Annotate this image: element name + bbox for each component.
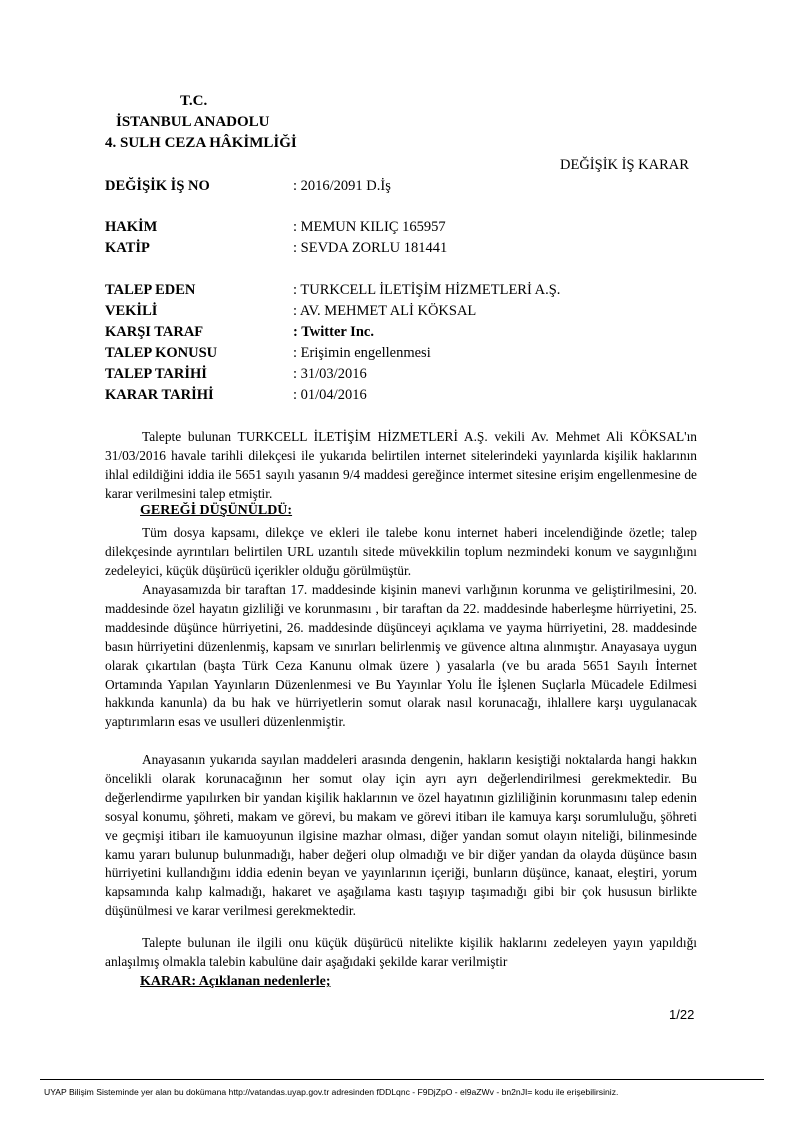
field-label-attorney: VEKİLİ bbox=[105, 303, 158, 319]
field-value-counterparty: : Twitter Inc. bbox=[293, 324, 374, 340]
field-value-judge: : MEMUN KILIÇ 165957 bbox=[293, 219, 446, 235]
field-label-decision-date: KARAR TARİHİ bbox=[105, 387, 214, 403]
paragraph-review: Tüm dosya kapsamı, dilekçe ve ekleri ile talebe konu internet haberi incelendiğinde özetle; talep dilekçesinde ayrıntıları belirtilen URL uzantılı sitede müvekkilin toplum nezmindeki konum ve saygınlığını zedeleyici, küçük düşürücü içerikler olduğu görülmüştür. bbox=[105, 525, 697, 578]
section-heading-considered bbox=[140, 503, 292, 519]
page-number: 1/22 bbox=[669, 1007, 695, 1022]
field-label-applicant: TALEP EDEN bbox=[105, 282, 196, 298]
footer-divider bbox=[40, 1079, 764, 1080]
paragraph-request: Talepte bulunan TURKCELL İLETİŞİM HİZMETLERİ A.Ş. vekili Av. Mehmet Ali KÖKSAL'ın 31/03/2016 havale tarihli dilekçesi ile yukarıda belirtilen internet sitelerindeki yayınlarda kişilik haklarının ihlal edildiğini iddia ile 5651 sayılı yasanın 9/4 maddesi gereğince intermet sitesine erişim engellenmesine de karar verilmesini talep etmiştir. bbox=[105, 429, 697, 501]
field-label-judge: HAKİM bbox=[105, 219, 158, 235]
field-value-decision-date: : 01/04/2016 bbox=[293, 387, 367, 403]
decision-heading-rest: Açıklanan nedenlerle; bbox=[196, 974, 331, 989]
field-value-subject: : Erişimin engellenmesi bbox=[293, 345, 431, 361]
field-label-case-no: DEĞİŞİK İŞ NO bbox=[105, 178, 210, 194]
field-label-clerk: KATİP bbox=[105, 240, 150, 256]
field-value-request-date: : 31/03/2016 bbox=[293, 366, 367, 382]
paragraph-balance: Anayasanın yukarıda sayılan maddeleri arasında dengenin, hakların kesiştiği noktalarda hangi hakkın öncelikli olarak korunacağının her somut olay için ayrı ayrı değerlendirilmesi gerekmektedir. Bu değerlendirme yapılırken bir yandan kişilik haklarının ve özel hayatının gizliliğinin korunmasını talep edenin sosyal konumu, şöhreti, makam ve görevi, bu makam ve görevi itibarı ile kamuya karşı sorumluluğu, şöhreti ve geçmişi itibarı ile kamuoyunun ilgisine mazhar olması, diğer yandan somut olayın niteliği, bilinmesinde kamu yararı bulunup bulunmadığı, haber değeri olup olmadığı ve bir diğer yandan da olayda düşünce basın hürriyetini kullandığını iddia edenin beyan ve yayınlarının içeriği, bunların düşünce, kanaat, eleştiri, yorum kapsamında kalıp kalmadığı, hakaret ve aşağılama kastı taşıyıp taşımadığı gibi bir çok hususun birlikte düşünülmesi ve karar verilmesi gerekmektedir. bbox=[105, 752, 697, 919]
header-court-name: 4. SULH CEZA HÂKİMLİĞİ bbox=[105, 135, 297, 151]
footer-uyap-note: UYAP Bilişim Sisteminde yer alan bu dokümana http://vatandas.uyap.gov.tr adresinden fDDLqnc - F9DjZpO - el9aZWv - bn2nJI= kodu ile erişebilirsiniz. bbox=[44, 1087, 619, 1097]
decision-heading-label: KARAR: bbox=[140, 974, 196, 989]
field-value-applicant: : TURKCELL İLETİŞİM HİZMETLERİ A.Ş. bbox=[293, 282, 561, 298]
field-value-clerk: : SEVDA ZORLU 181441 bbox=[293, 240, 448, 256]
field-value-attorney: : AV. MEHMET ALİ KÖKSAL bbox=[293, 303, 477, 319]
field-value-case-no: : 2016/2091 D.İş bbox=[293, 178, 391, 194]
paragraph-constitution: Anayasamızda bir taraftan 17. maddesinde kişinin manevi varlığının korunma ve geliştirilmesini, 20. maddesinde özel hayatın gizliliği ve korunmasını , bir taraftan da 22. maddesinde haberleşme hürriyetini, 25. maddesinde düşünce hürriyetini, 26. maddesinde düşünceyi açıklama ve yayma hürriyetini, 28. maddesinde basın hürriyetini düzenlenmiş, kapsam ve sınırları belirlenmiş ve güvence altına alınmıştır. Anayasaya uygun olarak çıkartılan (başta Türk Ceza Kanunu olmak üzere ) yasalarla (ve bu arada 5651 Sayılı İnternet Ortamında Yapılan Yayınların Düzenlenmesi ve Bu Yayınlar Yolu İle İşlenen Suçlarla Mücadele Edilmesi hakkında kanunla) da bu hak ve hürriyetlerin somut olarak nasıl korunacağı, ihlallere karşı uygulanacak yaptırımların esas ve usulleri düzenlenmiştir. bbox=[105, 582, 697, 730]
header-court-city: İSTANBUL ANADOLU bbox=[116, 114, 270, 130]
field-label-counterparty: KARŞI TARAF bbox=[105, 324, 204, 340]
paragraph-conclusion: Talepte bulunan ile ilgili onu küçük düşürücü nitelikte kişilik haklarını zedeleyen yayın yapıldığı anlaşılmış olmakla talebin kabulüne dair aşağıdaki şekilde karar verilmiştir bbox=[105, 935, 697, 969]
section-heading-considered-text: GEREĞİ DÜŞÜNÜLDÜ: bbox=[140, 503, 293, 518]
document-type: DEĞİŞİK İŞ KARAR bbox=[560, 157, 689, 173]
field-label-subject: TALEP KONUSU bbox=[105, 345, 218, 361]
field-label-request-date: TALEP TARİHİ bbox=[105, 366, 207, 382]
decision-heading bbox=[140, 974, 331, 990]
header-tc: T.C. bbox=[180, 93, 208, 109]
